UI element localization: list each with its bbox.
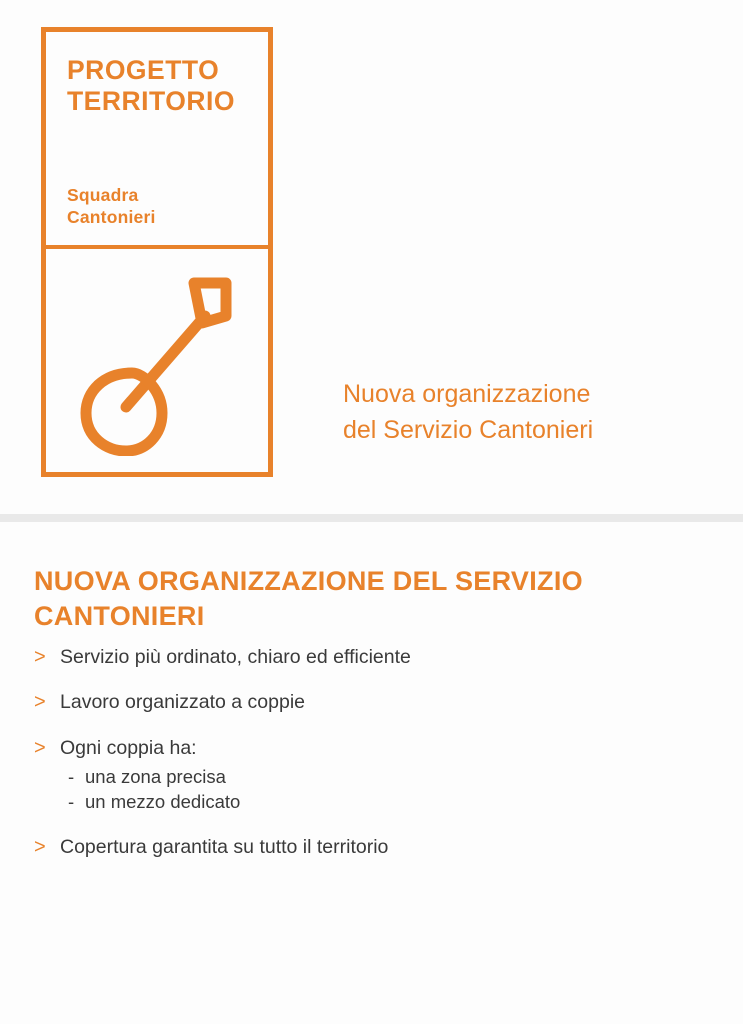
page-title: NUOVA ORGANIZZAZIONE DEL SERVIZIO CANTONIERI <box>34 566 583 631</box>
shovel-icon <box>74 261 244 461</box>
slide-title-heading-line-1: Nuova organizzazione <box>343 380 591 408</box>
list-item <box>34 690 694 714</box>
list-item <box>34 645 694 669</box>
chevron-right-icon: > <box>34 646 46 668</box>
list-item-body <box>60 690 694 714</box>
logo-subtitle <box>67 184 156 229</box>
list-item <box>34 736 694 815</box>
list-item-body <box>60 835 694 859</box>
logo-text-panel <box>46 32 268 249</box>
list-item-label: Copertura garantita su tutto il territorio <box>60 836 389 859</box>
logo-icon-panel <box>46 249 268 470</box>
slide-title-heading <box>343 376 703 449</box>
logo-title-line-2: TERRITORIO <box>67 86 235 117</box>
list-item-body <box>60 645 694 669</box>
chevron-right-icon: > <box>34 691 46 714</box>
logo-subtitle-line-2: Cantonieri <box>67 207 156 228</box>
chevron-right-icon: > <box>34 736 46 759</box>
sub-list-item <box>60 765 694 790</box>
logo-title-line-1: PROGETTO <box>67 55 220 85</box>
slide-content <box>0 522 743 1024</box>
dash-icon: - <box>68 790 75 812</box>
sub-list-item-label: una zona precisa <box>85 766 226 788</box>
slide-title-heading-line-2: del Servizio Cantonieri <box>343 416 594 445</box>
project-logo <box>41 27 273 477</box>
logo-subtitle-line-1: Squadra <box>67 185 139 205</box>
list-item-body <box>60 736 694 815</box>
list-item-label: Ogni coppia ha: <box>60 736 197 759</box>
sub-list-item-label: un mezzo dedicato <box>85 790 241 812</box>
list-item-label: Lavoro organizzato a coppie <box>60 691 305 714</box>
list-item <box>34 835 694 859</box>
sub-list-item <box>60 790 694 815</box>
chevron-right-icon: > <box>34 836 46 859</box>
slide-divider <box>0 514 743 522</box>
dash-icon: - <box>68 766 75 788</box>
logo-title <box>67 55 235 118</box>
list-item-label: Servizio più ordinato, chiaro ed efficiente <box>60 646 411 668</box>
bullet-list <box>34 645 694 881</box>
sub-list <box>60 765 694 814</box>
